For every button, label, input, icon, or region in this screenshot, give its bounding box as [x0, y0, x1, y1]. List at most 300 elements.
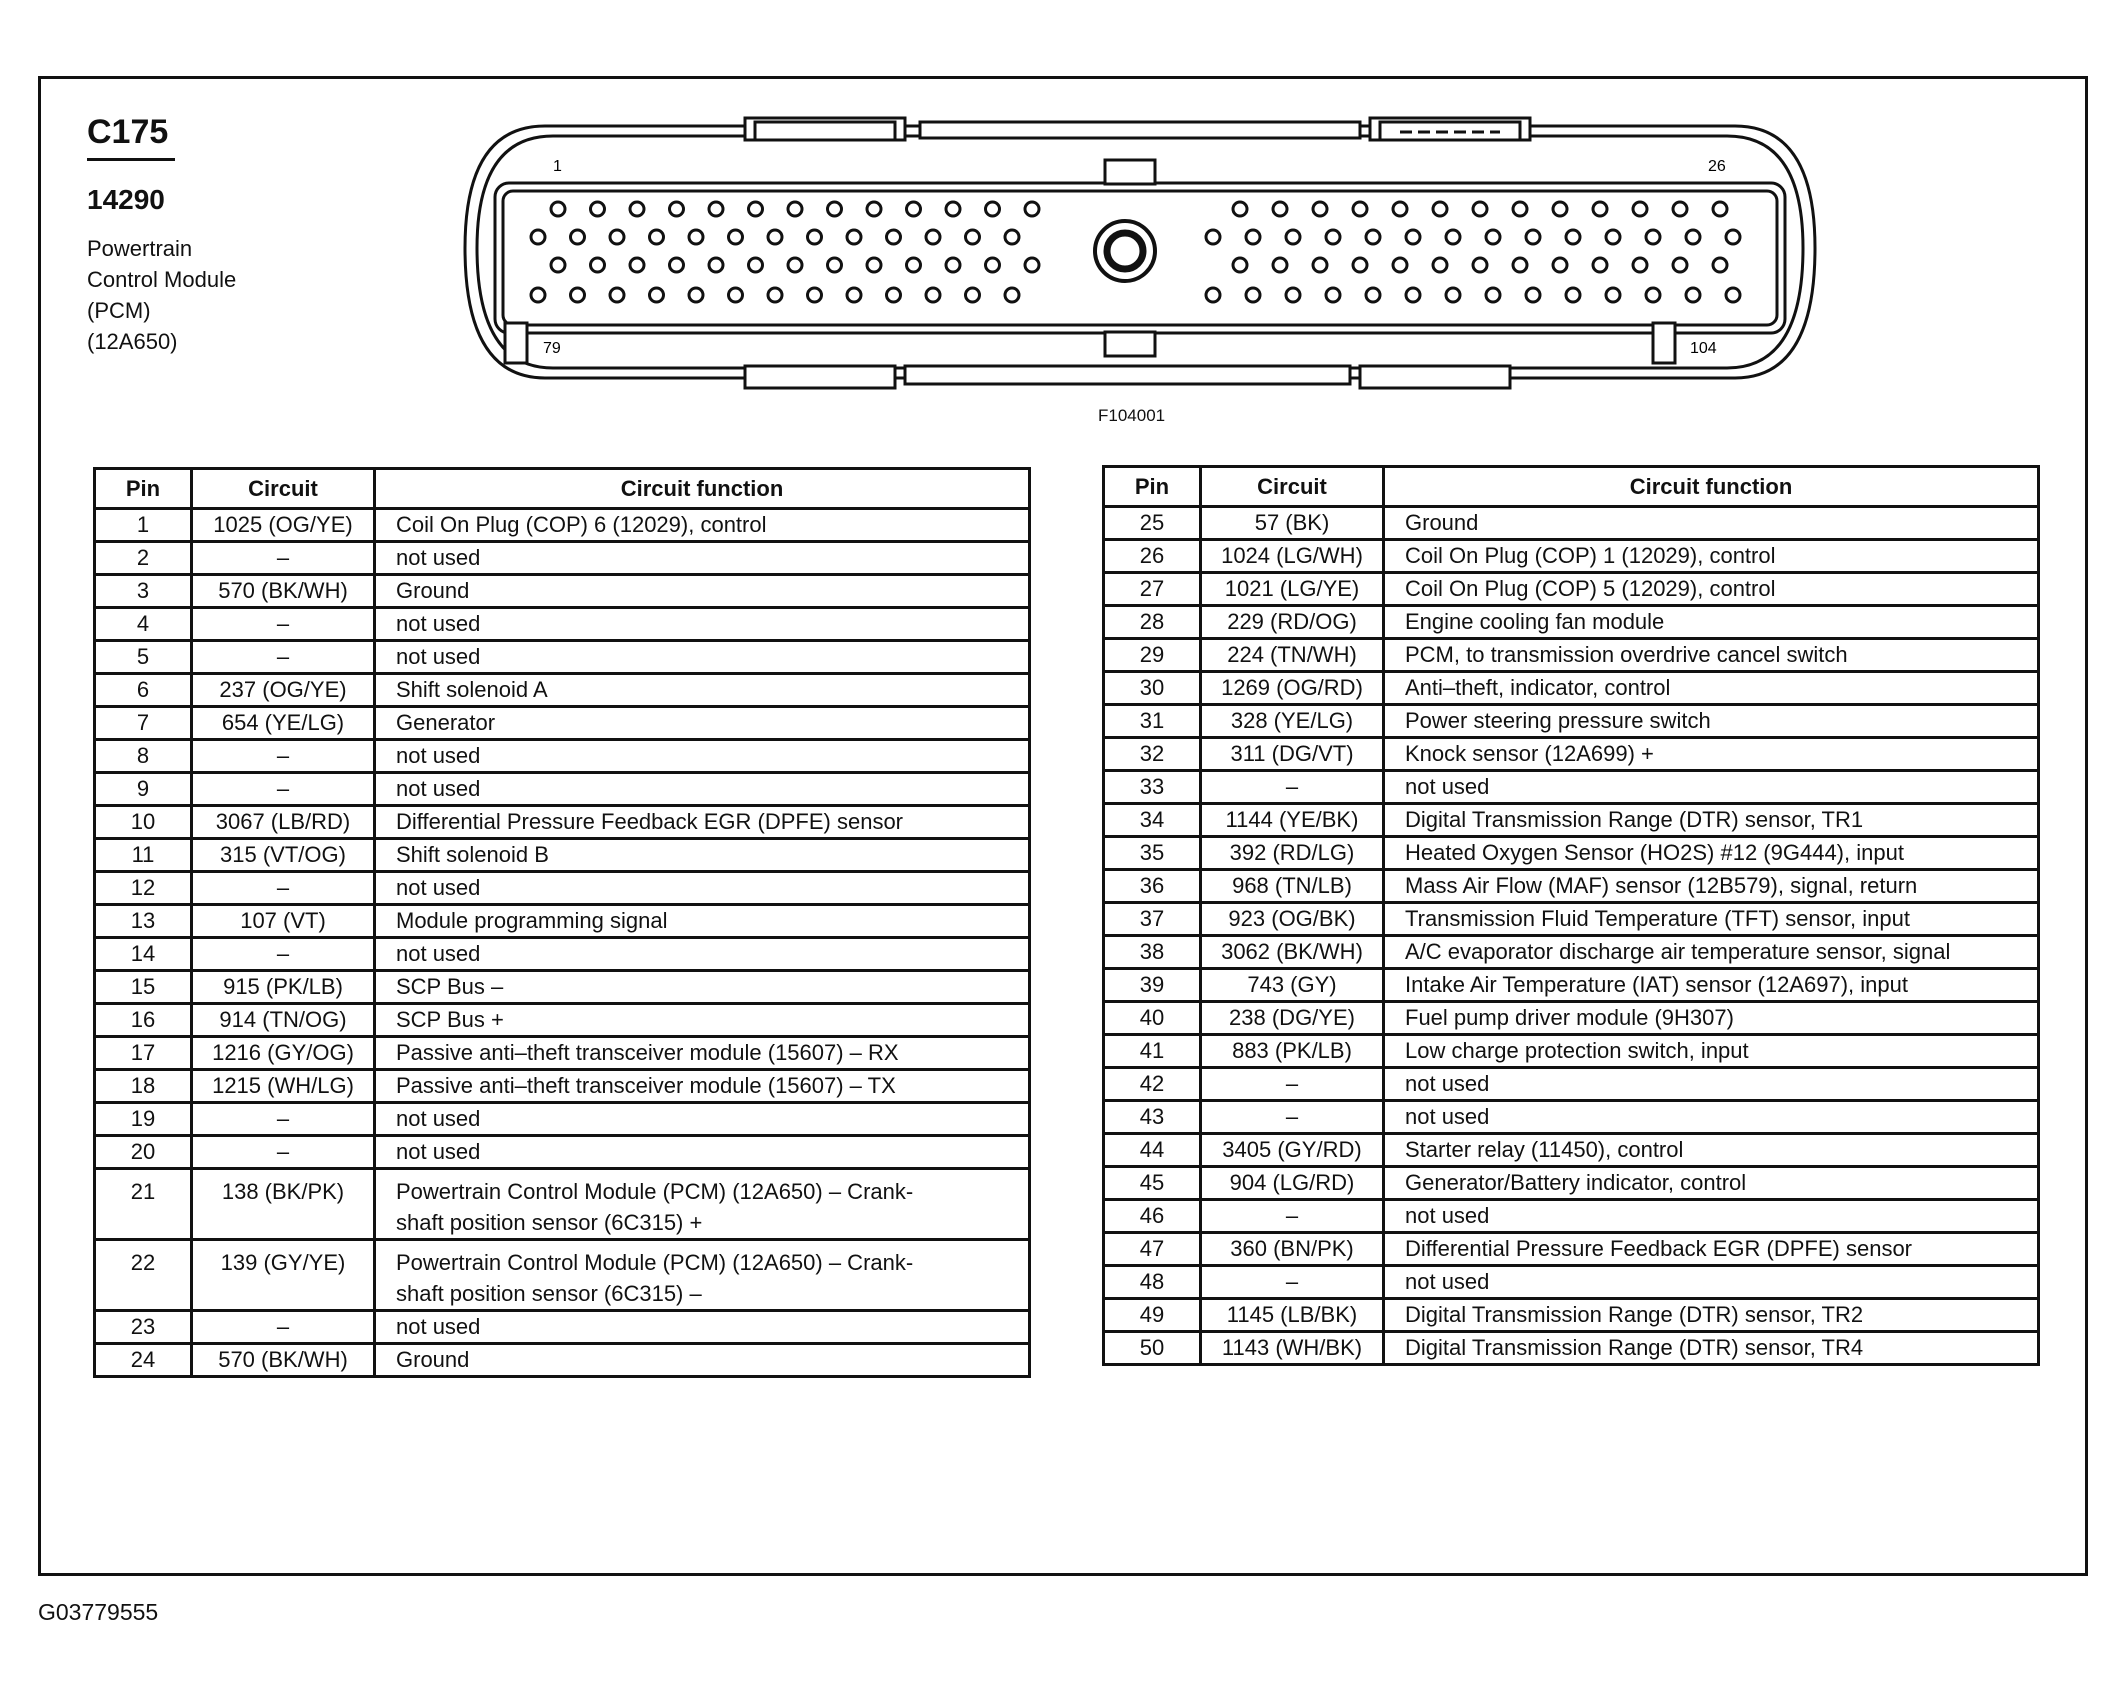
column-header-pin: Pin [1104, 467, 1201, 507]
pin-hole [1566, 230, 1580, 244]
table-row [1104, 672, 2039, 705]
pin-number-cell: 28 [1104, 606, 1201, 639]
circuit-function-cell: Coil On Plug (COP) 6 (12029), control [375, 509, 1030, 542]
circuit-cell: – [192, 1311, 375, 1344]
pin-hole [1233, 258, 1247, 272]
table-row [95, 1169, 1030, 1240]
pin-hole [808, 230, 822, 244]
circuit-cell: 237 (OG/YE) [192, 674, 375, 707]
table-row [1104, 705, 2039, 738]
circuit-cell: 883 (PK/LB) [1201, 1035, 1384, 1068]
pin-hole [1593, 202, 1607, 216]
pin-table-left [93, 467, 1031, 1378]
pin-hole [1393, 202, 1407, 216]
circuit-cell: – [192, 608, 375, 641]
circuit-function-cell: not used [375, 542, 1030, 575]
pin-number-cell: 4 [95, 608, 192, 641]
pin-hole [1206, 230, 1220, 244]
pin-number-cell: 7 [95, 707, 192, 740]
circuit-function-line: shaft position sensor (6C315) + [396, 1210, 703, 1235]
circuit-cell: 1021 (LG/YE) [1201, 573, 1384, 606]
pin-hole [1513, 258, 1527, 272]
table-row [1104, 1299, 2039, 1332]
pin-hole [1553, 202, 1567, 216]
circuit-function-cell: Differential Pressure Feedback EGR (DPFE) sensor [1384, 1233, 2039, 1266]
pin-number-cell: 11 [95, 839, 192, 872]
table-row [95, 872, 1030, 905]
table-row [95, 905, 1030, 938]
table-row [1104, 870, 2039, 903]
circuit-cell: – [192, 938, 375, 971]
circuit-function-line: Powertrain Control Module (PCM) (12A650) – Crank- [396, 1179, 914, 1204]
circuit-cell: 1024 (LG/WH) [1201, 540, 1384, 573]
circuit-cell: 743 (GY) [1201, 969, 1384, 1002]
pin-number-cell: 17 [95, 1037, 192, 1070]
circuit-cell: 224 (TN/WH) [1201, 639, 1384, 672]
table-row [1104, 1233, 2039, 1266]
pin-hole [1406, 288, 1420, 302]
circuit-cell: – [192, 872, 375, 905]
pin-hole [1313, 258, 1327, 272]
table-row [95, 1004, 1030, 1037]
circuit-function-cell: Coil On Plug (COP) 5 (12029), control [1384, 573, 2039, 606]
circuit-function-cell: Fuel pump driver module (9H307) [1384, 1002, 2039, 1035]
circuit-function-cell: Differential Pressure Feedback EGR (DPFE) sensor [375, 806, 1030, 839]
circuit-cell: 238 (DG/YE) [1201, 1002, 1384, 1035]
circuit-cell: 654 (YE/LG) [192, 707, 375, 740]
pin-number-cell: 31 [1104, 705, 1201, 738]
table-row [1104, 1332, 2039, 1365]
pin-hole [1353, 258, 1367, 272]
pin-hole [689, 288, 703, 302]
pin-number-cell: 20 [95, 1136, 192, 1169]
circuit-function-cell: Coil On Plug (COP) 1 (12029), control [1384, 540, 2039, 573]
pin-number-cell: 47 [1104, 1233, 1201, 1266]
column-header-circuit: Circuit [1201, 467, 1384, 507]
pin-number-cell: 42 [1104, 1068, 1201, 1101]
pin-hole [986, 258, 1000, 272]
circuit-function-cell: not used [375, 1311, 1030, 1344]
circuit-function-cell: not used [375, 608, 1030, 641]
pin-hole [1406, 230, 1420, 244]
table-row [95, 575, 1030, 608]
connector-id-underline [87, 158, 175, 161]
table-row [95, 509, 1030, 542]
pin-hole [531, 230, 545, 244]
pin-hole [966, 288, 980, 302]
pin-hole [1366, 230, 1380, 244]
circuit-function-cell: Digital Transmission Range (DTR) sensor, TR2 [1384, 1299, 2039, 1332]
pin-hole [1606, 230, 1620, 244]
table-row [1104, 507, 2039, 540]
circuit-function-cell: Knock sensor (12A699) + [1384, 738, 2039, 771]
table-row [1104, 639, 2039, 672]
pin-hole [847, 230, 861, 244]
pin-number-cell: 1 [95, 509, 192, 542]
circuit-cell: 1145 (LB/BK) [1201, 1299, 1384, 1332]
pin-hole [1486, 230, 1500, 244]
pin-number-cell: 37 [1104, 903, 1201, 936]
table-row [1104, 573, 2039, 606]
pin-number-cell: 2 [95, 542, 192, 575]
circuit-function-cell: not used [375, 641, 1030, 674]
circuit-function-cell: Digital Transmission Range (DTR) sensor, TR4 [1384, 1332, 2039, 1365]
pin-hole [1005, 288, 1019, 302]
pin-number-cell: 16 [95, 1004, 192, 1037]
pin-hole [1673, 258, 1687, 272]
pin-number-cell: 25 [1104, 507, 1201, 540]
pin-hole [1433, 258, 1447, 272]
table-header-row [95, 469, 1030, 509]
pin-hole [1473, 258, 1487, 272]
table-row [95, 938, 1030, 971]
circuit-function-cell: Ground [375, 1344, 1030, 1377]
pin-hole [867, 258, 881, 272]
pin-hole [591, 202, 605, 216]
pin-hole [551, 202, 565, 216]
pin-table-right [1102, 465, 2040, 1366]
circuit-cell: 139 (GY/YE) [192, 1240, 375, 1311]
pin-number-cell: 3 [95, 575, 192, 608]
pin-number-cell: 35 [1104, 837, 1201, 870]
pin-number-cell: 15 [95, 971, 192, 1004]
connector-description-line: Control Module [87, 267, 237, 292]
circuit-cell: – [192, 542, 375, 575]
pin-hole [709, 202, 723, 216]
circuit-function-cell: SCP Bus + [375, 1004, 1030, 1037]
circuit-function-cell: SCP Bus – [375, 971, 1030, 1004]
pin-hole [867, 202, 881, 216]
pin-hole [828, 258, 842, 272]
pin-number-cell: 32 [1104, 738, 1201, 771]
circuit-function-cell: Starter relay (11450), control [1384, 1134, 2039, 1167]
pin-hole [1246, 288, 1260, 302]
table-row [1104, 1068, 2039, 1101]
pin-hole [531, 288, 545, 302]
pin-number-cell: 10 [95, 806, 192, 839]
pin-number-cell: 34 [1104, 804, 1201, 837]
circuit-function-cell: Passive anti–theft transceiver module (15607) – RX [375, 1037, 1030, 1070]
pin-hole [1326, 230, 1340, 244]
table-row [1104, 771, 2039, 804]
pin-hole [1473, 202, 1487, 216]
pin-hole [670, 258, 684, 272]
pin-label-top-right: 26 [1708, 158, 1726, 175]
circuit-cell: – [192, 641, 375, 674]
pin-hole [1526, 288, 1540, 302]
circuit-cell: 107 (VT) [192, 905, 375, 938]
table-row [1104, 936, 2039, 969]
circuit-cell: – [192, 1136, 375, 1169]
pin-hole [630, 202, 644, 216]
pin-hole [1566, 288, 1580, 302]
pin-hole [946, 258, 960, 272]
circuit-function-cell: not used [375, 740, 1030, 773]
pin-number-cell: 9 [95, 773, 192, 806]
pin-hole [907, 258, 921, 272]
connector-description-line: Powertrain [87, 236, 193, 261]
pin-hole [1326, 288, 1340, 302]
pin-hole [650, 230, 664, 244]
circuit-cell: 570 (BK/WH) [192, 1344, 375, 1377]
pin-hole [551, 258, 565, 272]
pin-hole [729, 230, 743, 244]
circuit-cell: 968 (TN/LB) [1201, 870, 1384, 903]
table-row [95, 1037, 1030, 1070]
table-row [1104, 1002, 2039, 1035]
circuit-function-cell: PCM, to transmission overdrive cancel switch [1384, 639, 2039, 672]
pin-hole [610, 288, 624, 302]
pin-hole [808, 288, 822, 302]
circuit-function-cell: Digital Transmission Range (DTR) sensor, TR1 [1384, 804, 2039, 837]
pin-hole [1025, 258, 1039, 272]
pin-hole [1286, 230, 1300, 244]
pin-hole [788, 202, 802, 216]
pin-hole [887, 288, 901, 302]
circuit-function-cell: Transmission Fluid Temperature (TFT) sensor, input [1384, 903, 2039, 936]
pin-number-cell: 36 [1104, 870, 1201, 903]
pin-number-cell: 26 [1104, 540, 1201, 573]
pin-hole [1433, 202, 1447, 216]
circuit-cell: 1216 (GY/OG) [192, 1037, 375, 1070]
figure-id: F104001 [1098, 406, 1166, 425]
pin-number-cell: 39 [1104, 969, 1201, 1002]
circuit-function-cell: Power steering pressure switch [1384, 705, 2039, 738]
pin-hole [1686, 230, 1700, 244]
table-row [95, 707, 1030, 740]
pin-hole [926, 230, 940, 244]
pin-number-cell: 49 [1104, 1299, 1201, 1332]
pin-number-cell: 41 [1104, 1035, 1201, 1068]
circuit-cell: 1143 (WH/BK) [1201, 1332, 1384, 1365]
table-row [1104, 837, 2039, 870]
table-row [1104, 1035, 2039, 1068]
pin-label-top-left: 1 [553, 158, 562, 175]
table-row [95, 806, 1030, 839]
pin-number-cell: 40 [1104, 1002, 1201, 1035]
pin-hole [1393, 258, 1407, 272]
pin-number-cell: 22 [95, 1240, 192, 1311]
circuit-cell: 1144 (YE/BK) [1201, 804, 1384, 837]
pin-number-cell: 18 [95, 1070, 192, 1103]
circuit-function-cell: Low charge protection switch, input [1384, 1035, 2039, 1068]
pin-hole [1646, 230, 1660, 244]
pin-hole [768, 230, 782, 244]
pin-hole [1025, 202, 1039, 216]
circuit-function-cell: not used [1384, 1068, 2039, 1101]
pin-number-cell: 38 [1104, 936, 1201, 969]
pin-number-cell: 30 [1104, 672, 1201, 705]
table-row [1104, 903, 2039, 936]
pin-hole [1673, 202, 1687, 216]
pin-number-cell: 6 [95, 674, 192, 707]
circuit-cell: – [1201, 1068, 1384, 1101]
pin-number-cell: 44 [1104, 1134, 1201, 1167]
pin-number-cell: 43 [1104, 1101, 1201, 1134]
pin-number-cell: 50 [1104, 1332, 1201, 1365]
table-row [95, 839, 1030, 872]
pin-hole [1446, 288, 1460, 302]
pin-number-cell: 14 [95, 938, 192, 971]
column-header-circuit: Circuit [192, 469, 375, 509]
pin-hole [1726, 288, 1740, 302]
circuit-cell: – [192, 740, 375, 773]
pin-hole [571, 288, 585, 302]
pin-hole [788, 258, 802, 272]
table-row [95, 641, 1030, 674]
circuit-function-cell: Intake Air Temperature (IAT) sensor (12A697), input [1384, 969, 2039, 1002]
circuit-cell: 311 (DG/VT) [1201, 738, 1384, 771]
pin-hole [1286, 288, 1300, 302]
pin-hole [591, 258, 605, 272]
circuit-function-cell: Shift solenoid A [375, 674, 1030, 707]
circuit-cell: 3067 (LB/RD) [192, 806, 375, 839]
table-row [95, 608, 1030, 641]
table-row [95, 674, 1030, 707]
circuit-function-cell: Shift solenoid B [375, 839, 1030, 872]
circuit-function-cell: not used [1384, 771, 2039, 804]
connector-id: C175 [87, 113, 169, 151]
circuit-cell: 3405 (GY/RD) [1201, 1134, 1384, 1167]
circuit-function-cell: not used [1384, 1101, 2039, 1134]
table-row [95, 1103, 1030, 1136]
circuit-function-cell: not used [375, 1136, 1030, 1169]
pin-hole [1713, 258, 1727, 272]
circuit-function-cell: not used [1384, 1200, 2039, 1233]
pin-hole [1366, 288, 1380, 302]
circuit-cell: – [192, 773, 375, 806]
circuit-function-cell: A/C evaporator discharge air temperature sensor, signal [1384, 936, 2039, 969]
pin-number-cell: 27 [1104, 573, 1201, 606]
pin-hole [1486, 288, 1500, 302]
circuit-cell: 328 (YE/LG) [1201, 705, 1384, 738]
circuit-function-cell: not used [375, 872, 1030, 905]
circuit-function-cell: not used [1384, 1266, 2039, 1299]
pin-hole [1246, 230, 1260, 244]
circuit-function-cell: Passive anti–theft transceiver module (15607) – TX [375, 1070, 1030, 1103]
column-header-function: Circuit function [1384, 467, 2039, 507]
table-header-row [1104, 467, 2039, 507]
pin-number-cell: 29 [1104, 639, 1201, 672]
pin-label-bottom-left: 79 [543, 340, 561, 357]
column-header-function: Circuit function [375, 469, 1030, 509]
pin-hole [986, 202, 1000, 216]
circuit-cell: 923 (OG/BK) [1201, 903, 1384, 936]
connector-description-line: (PCM) [87, 298, 151, 323]
pin-hole [926, 288, 940, 302]
connector-part-number: 14290 [87, 184, 165, 215]
pin-hole [1446, 230, 1460, 244]
circuit-cell: – [192, 1103, 375, 1136]
table-row [1104, 738, 2039, 771]
pin-hole [1553, 258, 1567, 272]
pin-number-cell: 13 [95, 905, 192, 938]
pin-hole [689, 230, 703, 244]
pin-hole [749, 202, 763, 216]
table-row [95, 740, 1030, 773]
document-id: G03779555 [38, 1599, 159, 1625]
circuit-function-cell: Generator/Battery indicator, control [1384, 1167, 2039, 1200]
table-row [95, 1240, 1030, 1311]
pin-number-cell: 46 [1104, 1200, 1201, 1233]
pin-number-cell: 12 [95, 872, 192, 905]
table-row [1104, 969, 2039, 1002]
circuit-function-cell: Heated Oxygen Sensor (HO2S) #12 (9G444), input [1384, 837, 2039, 870]
pin-hole [650, 288, 664, 302]
table-row [1104, 1101, 2039, 1134]
pin-hole [907, 202, 921, 216]
table-row [1104, 1200, 2039, 1233]
circuit-function-cell: Ground [1384, 507, 2039, 540]
table-row [95, 1311, 1030, 1344]
pin-hole [749, 258, 763, 272]
connector-description-line: (12A650) [87, 329, 178, 354]
pin-hole [670, 202, 684, 216]
circuit-function-cell [375, 1240, 1030, 1311]
pin-hole [1633, 202, 1647, 216]
circuit-cell: 57 (BK) [1201, 507, 1384, 540]
pin-hole [1646, 288, 1660, 302]
pin-hole [729, 288, 743, 302]
table-row [95, 1070, 1030, 1103]
pin-hole [966, 230, 980, 244]
circuit-function-cell: Mass Air Flow (MAF) sensor (12B579), signal, return [1384, 870, 2039, 903]
pin-hole [1233, 202, 1247, 216]
pin-hole [1713, 202, 1727, 216]
pin-number-cell: 19 [95, 1103, 192, 1136]
circuit-function-cell: not used [375, 938, 1030, 971]
pin-hole [1206, 288, 1220, 302]
table-row [95, 542, 1030, 575]
connector-face-drawing [435, 108, 1835, 408]
circuit-function-cell: not used [375, 773, 1030, 806]
pin-hole [1273, 258, 1287, 272]
circuit-cell: 360 (BN/PK) [1201, 1233, 1384, 1266]
circuit-cell: – [1201, 1101, 1384, 1134]
pin-hole [1313, 202, 1327, 216]
pin-hole [630, 258, 644, 272]
circuit-function-cell [375, 1169, 1030, 1240]
pin-hole [709, 258, 723, 272]
circuit-cell: 1025 (OG/YE) [192, 509, 375, 542]
table-row [1104, 540, 2039, 573]
circuit-cell: 915 (PK/LB) [192, 971, 375, 1004]
table-row [95, 1344, 1030, 1377]
pin-hole [946, 202, 960, 216]
pin-hole [1526, 230, 1540, 244]
circuit-cell: 904 (LG/RD) [1201, 1167, 1384, 1200]
table-row [1104, 1266, 2039, 1299]
pin-hole [1606, 288, 1620, 302]
pin-number-cell: 8 [95, 740, 192, 773]
table-row [95, 971, 1030, 1004]
table-row [1104, 606, 2039, 639]
circuit-cell: 138 (BK/PK) [192, 1169, 375, 1240]
pin-hole [828, 202, 842, 216]
pin-number-cell: 33 [1104, 771, 1201, 804]
table-row [95, 1136, 1030, 1169]
circuit-cell: 570 (BK/WH) [192, 575, 375, 608]
pin-hole [1513, 202, 1527, 216]
pin-hole [1353, 202, 1367, 216]
circuit-cell: 1269 (OG/RD) [1201, 672, 1384, 705]
circuit-function-cell: not used [375, 1103, 1030, 1136]
pin-hole [1593, 258, 1607, 272]
circuit-cell: 392 (RD/LG) [1201, 837, 1384, 870]
circuit-cell: – [1201, 1200, 1384, 1233]
pin-hole [887, 230, 901, 244]
pin-hole [1005, 230, 1019, 244]
